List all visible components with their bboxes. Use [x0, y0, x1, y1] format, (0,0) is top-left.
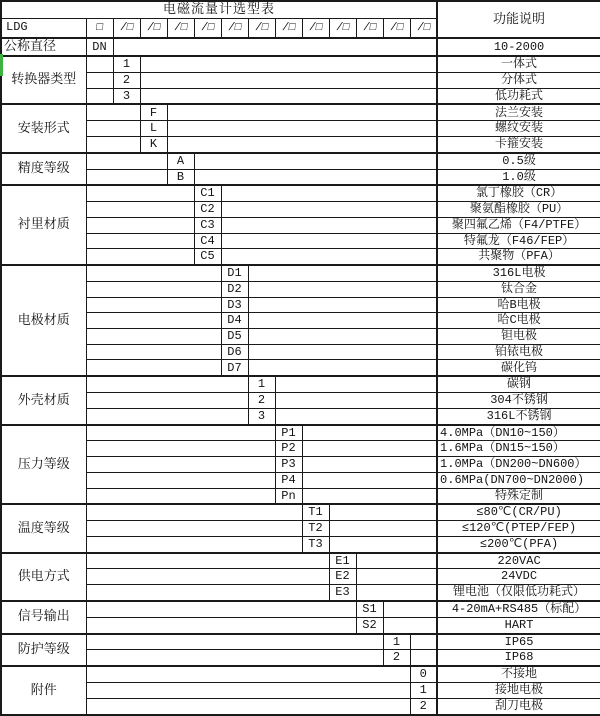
code-cell: 2 [383, 650, 410, 666]
empty-trail-cell [113, 38, 437, 56]
category-label: 附件 [1, 666, 86, 715]
empty-lead-cell [86, 408, 248, 424]
code-cell: 3 [248, 408, 275, 424]
slash-box-cell-glyph: /□ [146, 21, 162, 34]
description-cell: 碳化钨 [437, 360, 600, 376]
function-column-header: 功能说明 [437, 1, 600, 38]
empty-lead-cell [86, 488, 275, 504]
slash-box-cell-glyph: /□ [389, 21, 405, 34]
slash-box-cell [140, 18, 167, 38]
empty-lead-cell [86, 202, 194, 218]
code-cell: P2 [275, 441, 302, 457]
slash-box-cell-glyph: /□ [415, 21, 431, 34]
code-cell: D1 [221, 265, 248, 281]
description-cell: 聚四氟乙烯（F4/PTFE） [437, 217, 600, 233]
code-cell: K [140, 136, 167, 152]
selection-box-cell-glyph: □ [95, 21, 104, 34]
empty-trail-cell [302, 472, 437, 488]
description-cell: 220VAC [437, 553, 600, 569]
slash-box-cell-glyph: /□ [281, 21, 297, 34]
description-cell: 1.6MPa（DN15~150） [437, 441, 600, 457]
empty-trail-cell [167, 104, 437, 120]
empty-lead-cell [86, 601, 356, 617]
slash-box-cell [302, 18, 329, 38]
slash-box-cell-glyph: /□ [362, 21, 378, 34]
description-cell: 螺纹安装 [437, 121, 600, 137]
description-cell: ≤200℃(PFA) [437, 536, 600, 552]
code-cell: P3 [275, 457, 302, 473]
empty-trail-cell [140, 56, 437, 72]
description-cell: 1.0MPa（DN200~DN600） [437, 457, 600, 473]
category-label: 衬里材质 [1, 185, 86, 265]
slash-box-cell [221, 18, 248, 38]
category-label: 转换器类型 [1, 56, 86, 104]
slash-box-cell [275, 18, 302, 38]
empty-trail-cell [248, 265, 437, 281]
description-cell: 0.5级 [437, 153, 600, 169]
empty-lead-cell [86, 472, 275, 488]
empty-lead-cell [86, 72, 113, 88]
description-cell: 锂电池（仅限低功耗式） [437, 585, 600, 601]
empty-trail-cell [248, 329, 437, 345]
code-cell: D5 [221, 329, 248, 345]
empty-trail-cell [302, 488, 437, 504]
slash-box-cell-glyph: /□ [227, 21, 243, 34]
category-label: 压力等级 [1, 425, 86, 505]
empty-lead-cell [86, 504, 302, 520]
empty-lead-cell [86, 650, 383, 666]
empty-trail-cell [329, 521, 437, 537]
empty-lead-cell [86, 265, 221, 281]
empty-trail-cell [383, 617, 437, 633]
empty-trail-cell [248, 297, 437, 313]
code-cell: T1 [302, 504, 329, 520]
empty-trail-cell [221, 185, 437, 201]
description-cell: 共聚物（PFA） [437, 249, 600, 265]
empty-lead-cell [86, 233, 194, 249]
empty-trail-cell [302, 425, 437, 441]
empty-trail-cell [140, 72, 437, 88]
code-cell: 1 [410, 682, 437, 698]
code-cell: C2 [194, 202, 221, 218]
empty-lead-cell [86, 249, 194, 265]
slash-box-cell-glyph: /□ [335, 21, 351, 34]
empty-lead-cell [86, 313, 221, 329]
code-cell: C4 [194, 233, 221, 249]
code-cell: D2 [221, 281, 248, 297]
code-cell: D7 [221, 360, 248, 376]
code-cell: 2 [248, 393, 275, 409]
description-cell: 钽电极 [437, 329, 600, 345]
empty-trail-cell [302, 441, 437, 457]
category-label: 电极材质 [1, 265, 86, 376]
empty-lead-cell [86, 104, 140, 120]
code-cell: 3 [113, 88, 140, 104]
code-cell: T3 [302, 536, 329, 552]
empty-lead-cell [86, 457, 275, 473]
description-cell: 316L电极 [437, 265, 600, 281]
empty-trail-cell [140, 88, 437, 104]
code-cell: 2 [113, 72, 140, 88]
code-cell: S1 [356, 601, 383, 617]
empty-lead-cell [86, 536, 302, 552]
code-cell: C1 [194, 185, 221, 201]
model-prefix-cell: LDG [1, 18, 86, 38]
description-cell: HART [437, 617, 600, 633]
description-cell: 低功耗式 [437, 88, 600, 104]
code-cell: T2 [302, 521, 329, 537]
empty-lead-cell [86, 553, 329, 569]
description-cell: ≤120℃(PTEP/FEP) [437, 521, 600, 537]
slash-box-cell-glyph: /□ [173, 21, 189, 34]
description-cell: 4-20mA+RS485（标配） [437, 601, 600, 617]
empty-lead-cell [86, 585, 329, 601]
empty-trail-cell [221, 233, 437, 249]
empty-trail-cell [302, 457, 437, 473]
slash-box-cell [356, 18, 383, 38]
description-cell: IP68 [437, 650, 600, 666]
category-label: 供电方式 [1, 553, 86, 601]
empty-trail-cell [221, 202, 437, 218]
description-cell: 24VDC [437, 569, 600, 585]
description-cell: 特殊定制 [437, 488, 600, 504]
empty-trail-cell [167, 136, 437, 152]
description-cell: IP65 [437, 634, 600, 650]
code-cell: P4 [275, 472, 302, 488]
code-cell: 0 [410, 666, 437, 682]
code-cell: 1 [113, 56, 140, 72]
empty-trail-cell [275, 408, 437, 424]
description-cell: 10-2000 [437, 38, 600, 56]
empty-lead-cell [86, 169, 167, 185]
code-cell: P1 [275, 425, 302, 441]
empty-lead-cell [86, 393, 248, 409]
slash-box-cell [113, 18, 140, 38]
empty-trail-cell [248, 313, 437, 329]
empty-lead-cell [86, 281, 221, 297]
slash-box-cell [410, 18, 437, 38]
slash-box-cell [383, 18, 410, 38]
description-cell: 1.0级 [437, 169, 600, 185]
slash-box-cell-glyph: /□ [119, 21, 135, 34]
empty-lead-cell [86, 153, 167, 169]
empty-lead-cell [86, 698, 410, 715]
slash-box-cell [167, 18, 194, 38]
description-cell: 氯丁橡胶（CR） [437, 185, 600, 201]
empty-lead-cell [86, 634, 383, 650]
description-cell: 0.6MPa(DN700~DN2000) [437, 472, 600, 488]
empty-lead-cell [86, 521, 302, 537]
empty-lead-cell [86, 617, 356, 633]
code-cell: E2 [329, 569, 356, 585]
slash-box-cell-glyph: /□ [308, 21, 324, 34]
description-cell: 接地电极 [437, 682, 600, 698]
empty-lead-cell [86, 136, 140, 152]
empty-trail-cell [329, 504, 437, 520]
code-cell: 1 [248, 376, 275, 392]
empty-trail-cell [275, 376, 437, 392]
empty-lead-cell [86, 329, 221, 345]
empty-trail-cell [167, 121, 437, 137]
code-cell: S2 [356, 617, 383, 633]
code-cell: C3 [194, 217, 221, 233]
empty-lead-cell [86, 425, 275, 441]
empty-lead-cell [86, 376, 248, 392]
code-cell: DN [86, 38, 113, 56]
code-cell: D3 [221, 297, 248, 313]
description-cell: 卡箍安装 [437, 136, 600, 152]
description-cell: 不接地 [437, 666, 600, 682]
category-label: 精度等级 [1, 153, 86, 186]
code-cell: C5 [194, 249, 221, 265]
description-cell: 刮刀电极 [437, 698, 600, 715]
empty-lead-cell [86, 682, 410, 698]
description-cell: ≤80℃(CR/PU) [437, 504, 600, 520]
slash-box-cell-glyph: /□ [200, 21, 216, 34]
empty-lead-cell [86, 56, 113, 72]
description-cell: 4.0MPa（DN10~150） [437, 425, 600, 441]
empty-trail-cell [248, 360, 437, 376]
description-cell: 哈C电极 [437, 313, 600, 329]
slash-box-cell-glyph: /□ [254, 21, 270, 34]
empty-lead-cell [86, 185, 194, 201]
description-cell: 分体式 [437, 72, 600, 88]
description-cell: 聚氨酯橡胶（PU） [437, 202, 600, 218]
slash-box-cell [329, 18, 356, 38]
empty-lead-cell [86, 569, 329, 585]
description-cell: 碳钢 [437, 376, 600, 392]
empty-lead-cell [86, 217, 194, 233]
empty-trail-cell [410, 650, 437, 666]
description-cell: 316L不锈钢 [437, 408, 600, 424]
code-cell: 1 [383, 634, 410, 650]
empty-lead-cell [86, 360, 221, 376]
empty-lead-cell [86, 344, 221, 360]
code-cell: B [167, 169, 194, 185]
code-cell: F [140, 104, 167, 120]
table-title: 电磁流量计选型表 [1, 1, 437, 18]
empty-trail-cell [194, 153, 437, 169]
category-label: 信号输出 [1, 601, 86, 634]
empty-trail-cell [248, 281, 437, 297]
code-cell: Pn [275, 488, 302, 504]
description-cell: 钛合金 [437, 281, 600, 297]
empty-lead-cell [86, 297, 221, 313]
empty-trail-cell [221, 217, 437, 233]
code-cell: E3 [329, 585, 356, 601]
description-cell: 哈B电极 [437, 297, 600, 313]
description-cell: 铂铱电极 [437, 344, 600, 360]
empty-lead-cell [86, 88, 113, 104]
description-cell: 特氟龙（F46/FEP） [437, 233, 600, 249]
slash-box-cell [248, 18, 275, 38]
category-label: 温度等级 [1, 504, 86, 552]
category-label: 外壳材质 [1, 376, 86, 424]
empty-trail-cell [356, 585, 437, 601]
empty-lead-cell [86, 121, 140, 137]
empty-trail-cell [221, 249, 437, 265]
category-label: 安装形式 [1, 104, 86, 152]
empty-trail-cell [410, 634, 437, 650]
description-cell: 法兰安装 [437, 104, 600, 120]
code-cell: A [167, 153, 194, 169]
empty-trail-cell [275, 393, 437, 409]
code-cell: E1 [329, 553, 356, 569]
empty-trail-cell [329, 536, 437, 552]
category-label: 公称直径 [1, 38, 86, 56]
selection-box-cell [86, 18, 113, 38]
code-cell: 2 [410, 698, 437, 715]
empty-trail-cell [383, 601, 437, 617]
scan-artifact [0, 54, 3, 76]
slash-box-cell [194, 18, 221, 38]
empty-trail-cell [356, 553, 437, 569]
category-label: 防护等级 [1, 634, 86, 667]
empty-trail-cell [248, 344, 437, 360]
description-cell: 一体式 [437, 56, 600, 72]
empty-lead-cell [86, 666, 410, 682]
empty-lead-cell [86, 441, 275, 457]
description-cell: 304不锈钢 [437, 393, 600, 409]
code-cell: D4 [221, 313, 248, 329]
code-cell: L [140, 121, 167, 137]
empty-trail-cell [356, 569, 437, 585]
code-cell: D6 [221, 344, 248, 360]
empty-trail-cell [194, 169, 437, 185]
